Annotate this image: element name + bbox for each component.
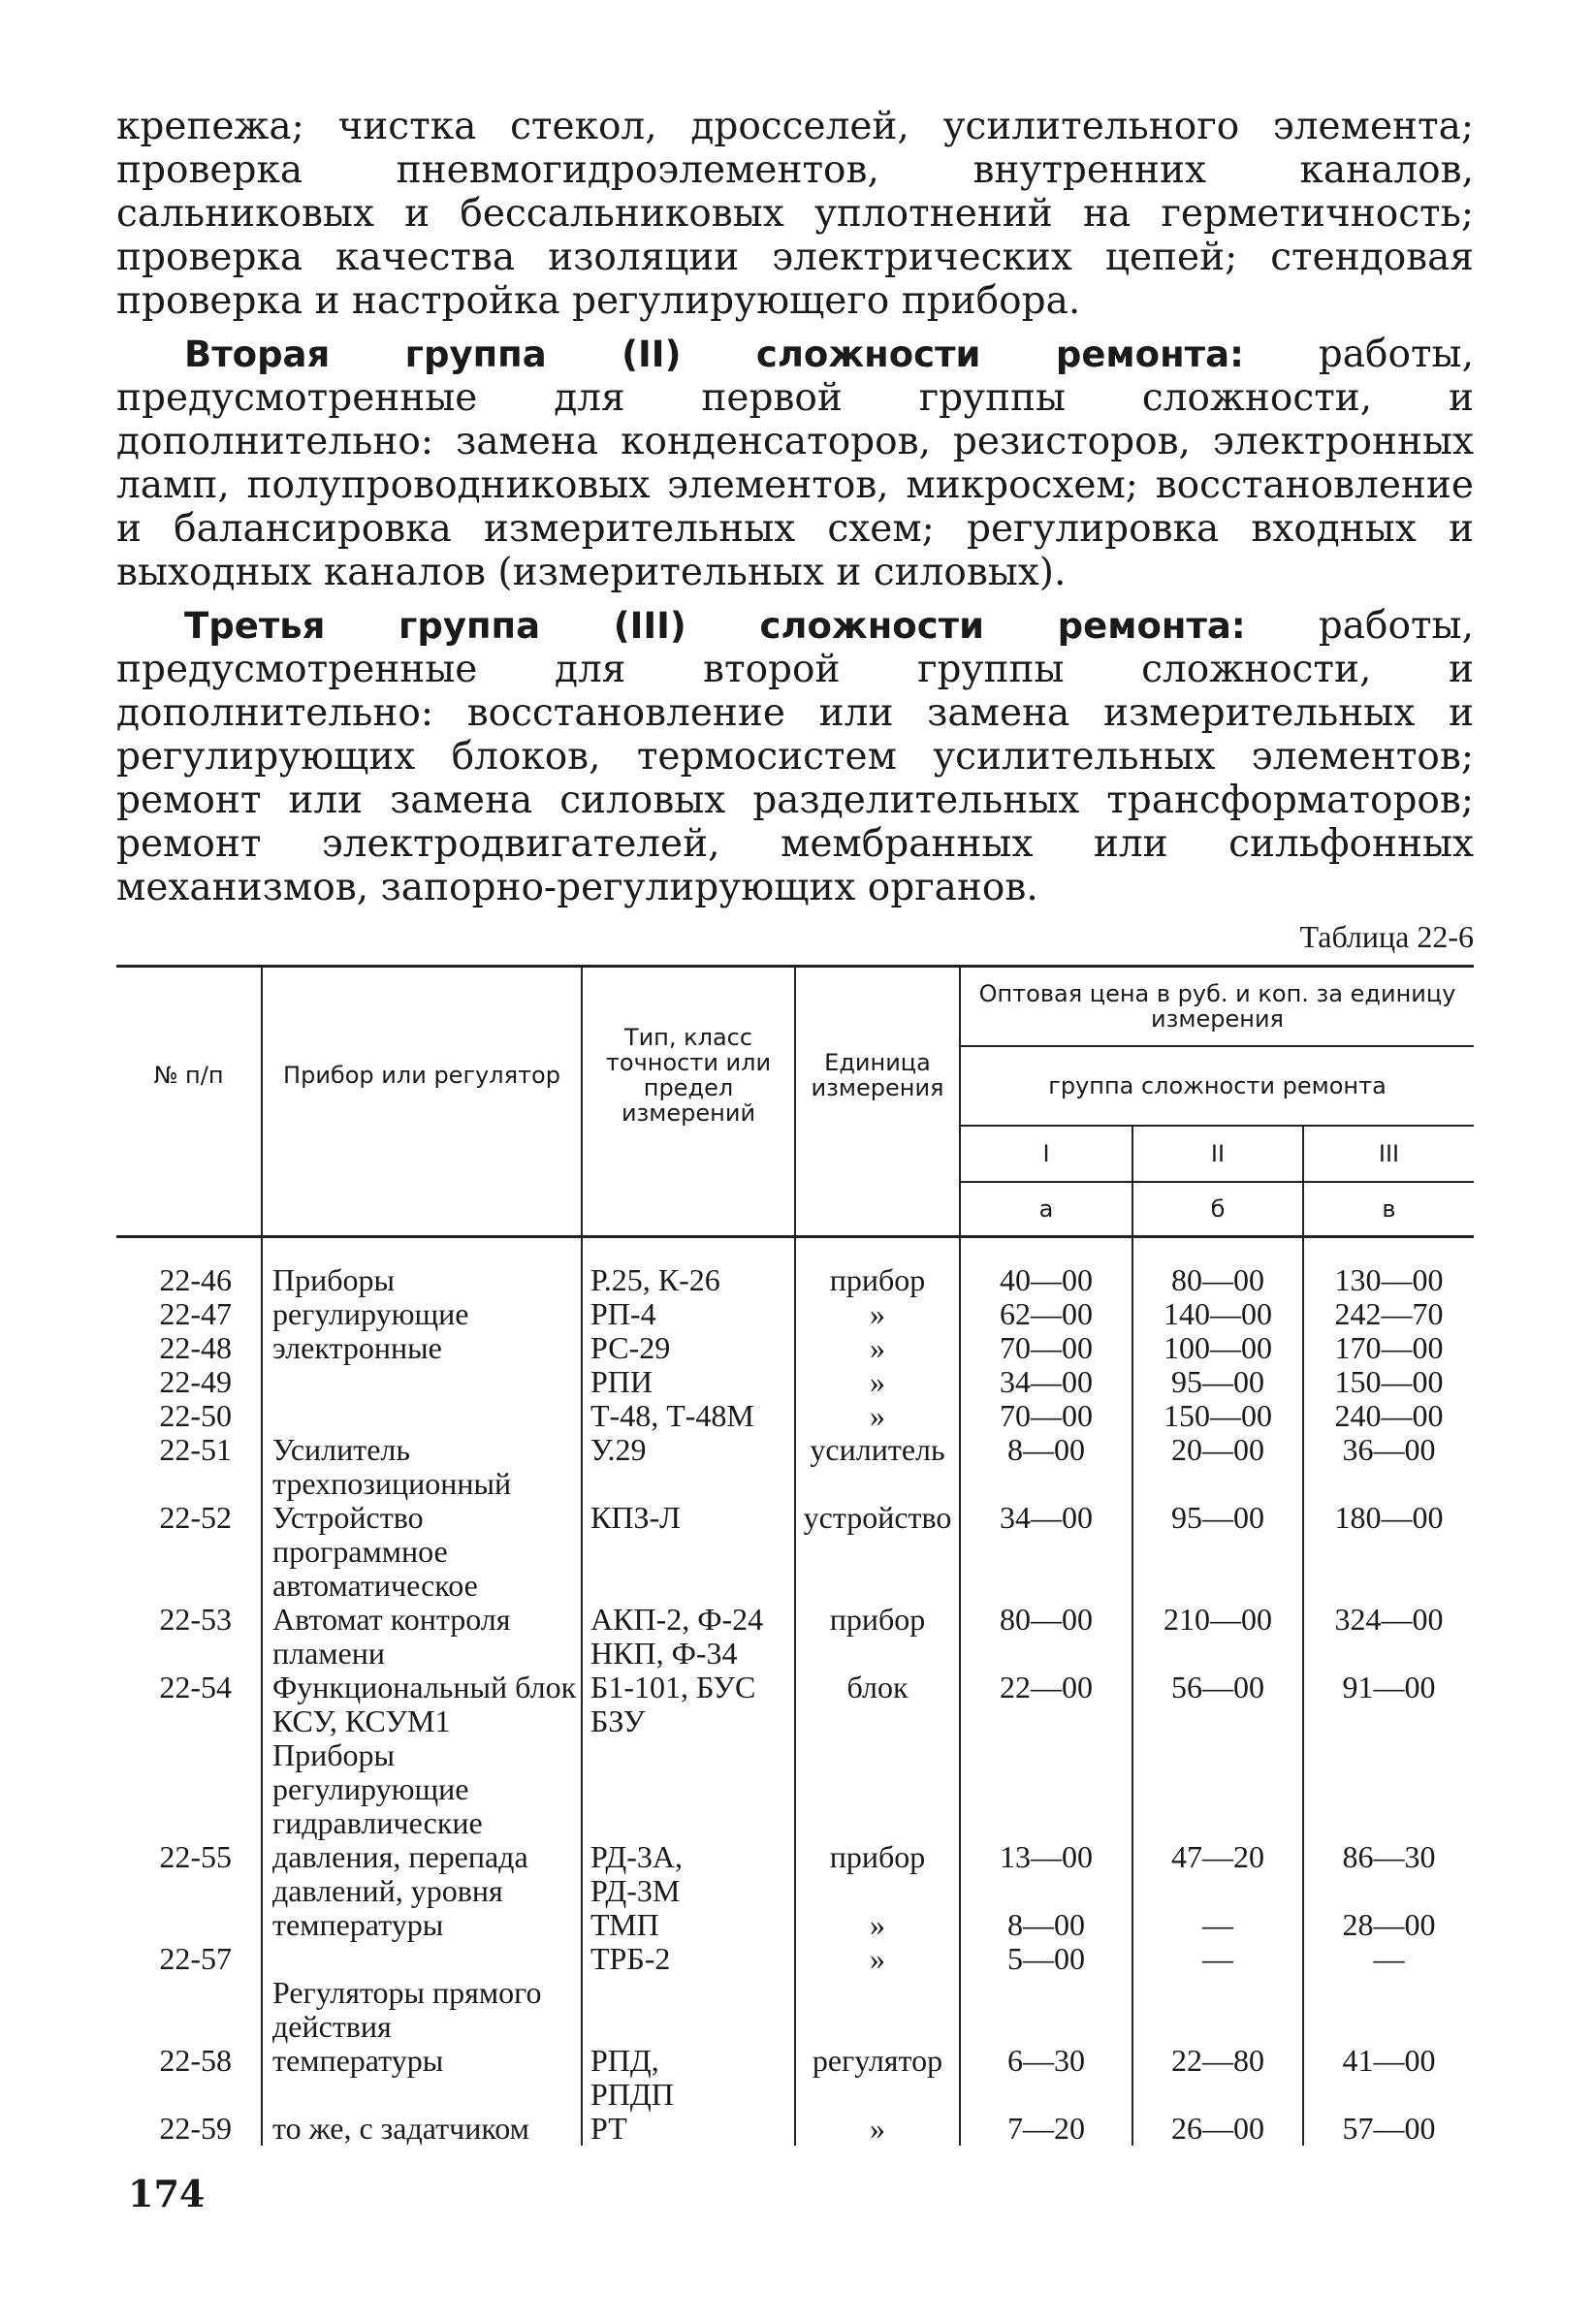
row-number: 22-57 [116,1942,262,1976]
price-group-1: 5—00 [960,1942,1132,1976]
device-name: температуры [262,2044,582,2112]
price-group-2: 56—00 [1132,1671,1303,1738]
device-type: У.29 [582,1433,795,1501]
row-number: 22-51 [116,1433,262,1501]
device-name: Регуляторы прямого действия [262,1976,582,2044]
unit-of-measure: » [795,2112,960,2146]
header-num-spacer [116,1182,262,1237]
device-type: КПЗ-Л [582,1501,795,1603]
paragraph-group-2 [116,333,1474,594]
header-device-spacer [262,1182,582,1237]
row-number: 22-54 [116,1671,262,1738]
price-group-3: 36—00 [1303,1433,1474,1501]
device-name: Устройство программное автоматическое [262,1501,582,1603]
row-number [116,1976,262,2044]
table-row [116,1840,1474,1908]
device-name: Автомат контроля пламени [262,1603,582,1671]
table-body [116,1237,1474,2147]
table-row [116,1671,1474,1738]
table-row [116,1908,1474,1942]
price-group-2: 20—00 [1132,1433,1303,1501]
header-group-1: I [960,1126,1132,1182]
price-group-3: 324—00 [1303,1603,1474,1671]
row-number [116,1738,262,1840]
device-type [582,1976,795,2044]
price-group-1: 40—00 62—00 70—00 34—00 70—00 [960,1237,1132,1434]
price-table [116,965,1474,2146]
header-col-a: а [960,1182,1132,1237]
price-group-2: 210—00 [1132,1603,1303,1671]
header-device: Прибор или регулятор [262,967,582,1183]
header-col-v: в [1303,1182,1474,1237]
price-group-1: 80—00 [960,1603,1132,1671]
device-type: Б1-101, БУС БЗУ [582,1671,795,1738]
header-group-2: II [1132,1126,1303,1182]
row-number: 22-46 22-47 22-48 22-49 22-50 [116,1237,262,1434]
device-type: Р.25, К-26 РП-4 РС-29 РПИ Т-48, Т-48М [582,1237,795,1434]
table-row [116,2044,1474,2112]
price-group-3 [1303,1976,1474,2044]
page-number: 174 [128,2172,206,2215]
unit-of-measure: » [795,1942,960,1976]
device-name: Приборы регулирующие гидравлические [262,1738,582,1840]
price-group-3 [1303,1738,1474,1840]
unit-of-measure: блок [795,1671,960,1738]
row-number: 22-58 [116,2044,262,2112]
device-name [262,1942,582,1976]
row-number: 22-53 [116,1603,262,1671]
price-group-1 [960,1976,1132,2044]
price-group-2: 26—00 [1132,2112,1303,2146]
price-group-2: 95—00 [1132,1501,1303,1603]
price-group-3: 28—00 [1303,1908,1474,1942]
row-number [116,1908,262,1942]
group-3-text: работы, предусмотренные для второй группы сложности, и дополнительно: восстановление или замена измерительных и регулирующих блоков, термосистем усилительных элементов; ремонт или замена силовых разделительных трансформаторов; ремонт электродвигателей, мембранных или сильфонных механизмов, запорно-регулирующих органов. [116,604,1474,909]
price-group-3: 180—00 [1303,1501,1474,1603]
device-type: АКП-2, Ф-24 НКП, Ф-34 [582,1603,795,1671]
table-row [116,1501,1474,1603]
price-group-1: 34—00 [960,1501,1132,1603]
price-group-3: 86—30 [1303,1840,1474,1908]
price-group-2 [1132,1976,1303,2044]
group-3-heading: Третья группа (III) сложности ремонта: [184,605,1246,647]
price-group-3: 57—00 [1303,2112,1474,2146]
unit-of-measure: устройство [795,1501,960,1603]
table-row [116,1433,1474,1501]
unit-of-measure [795,1738,960,1840]
price-group-3: — [1303,1942,1474,1976]
price-group-1: 8—00 [960,1433,1132,1501]
price-group-1: 22—00 [960,1671,1132,1738]
header-type: Тип, класс точности или предел измерений [582,967,795,1183]
price-group-2: 80—00 140—00 100—00 95—00 150—00 [1132,1237,1303,1434]
unit-of-measure: усилитель [795,1433,960,1501]
device-type: ТРБ-2 [582,1942,795,1976]
header-price: Оптовая цена в руб. и коп. за единицу измерения [960,967,1474,1047]
unit-of-measure [795,1976,960,2044]
page-body [116,105,1474,2146]
group-2-text: работы, предусмотренные для первой группы сложности, и дополнительно: замена конденсаторов, резисторов, электронных ламп, полупроводниковых элементов, микросхем; восстановление и балансировка измерительных схем; регулировка входных и выходных каналов (измерительных и силовых). [116,333,1474,594]
unit-of-measure: прибор [795,1840,960,1908]
device-name: Приборы регулирующие электронные [262,1237,582,1434]
table-row [116,1603,1474,1671]
group-2-heading: Вторая группа (II) сложности ремонта: [184,334,1244,375]
price-group-1: 8—00 [960,1908,1132,1942]
header-unit: Единица измерения [795,967,960,1183]
price-group-2: — [1132,1942,1303,1976]
unit-of-measure: прибор [795,1603,960,1671]
table-row [116,1942,1474,1976]
price-group-1 [960,1738,1132,1840]
row-number: 22-55 [116,1840,262,1908]
unit-of-measure: регулятор [795,2044,960,2112]
device-type: РПД, РПДП [582,2044,795,2112]
unit-of-measure: » [795,1908,960,1942]
row-number: 22-52 [116,1501,262,1603]
price-group-2: 22—80 [1132,2044,1303,2112]
header-col-b: б [1132,1182,1303,1237]
price-group-3: 41—00 [1303,2044,1474,2112]
price-group-3: 91—00 [1303,1671,1474,1738]
price-group-3: 130—00 242—70 170—00 150—00 240—00 [1303,1237,1474,1434]
device-name: температуры [262,1908,582,1942]
price-group-2: 47—20 [1132,1840,1303,1908]
header-type-spacer [582,1182,795,1237]
table-row [116,1976,1474,2044]
row-number: 22-59 [116,2112,262,2146]
table-row [116,1237,1474,1434]
price-group-2: — [1132,1908,1303,1942]
device-type: РТ [582,2112,795,2146]
paragraph-group-3 [116,604,1474,909]
device-type [582,1738,795,1840]
price-group-1: 7—20 [960,2112,1132,2146]
device-name: Усилитель трехпозиционный [262,1433,582,1501]
device-name: Функциональный блок КСУ, КСУМ1 [262,1671,582,1738]
price-group-2 [1132,1738,1303,1840]
header-unit-spacer [795,1182,960,1237]
price-group-1: 6—30 [960,2044,1132,2112]
device-name: давления, перепада давлений, уровня [262,1840,582,1908]
header-num: № п/п [116,967,262,1183]
device-name: то же, с задатчиком [262,2112,582,2146]
table-caption: Таблица 22-6 [1299,919,1474,954]
header-group-3: III [1303,1126,1474,1182]
paragraph-intro: крепежа; чистка стекол, дросселей, усилительного элемента; проверка пневмогидроэлементов, внутренних каналов, сальниковых и бессальниковых уплотнений на герметичность; проверка качества изоляции электрических цепей; стендовая проверка и настройка регулирующего прибора. [116,105,1474,323]
price-group-1: 13—00 [960,1840,1132,1908]
device-type: РД-3А, РД-3М [582,1840,795,1908]
device-type: ТМП [582,1908,795,1942]
table-row [116,1738,1474,1840]
unit-of-measure: прибор » » » » [795,1237,960,1434]
header-group: группа сложности ремонта [960,1046,1474,1126]
table-row [116,2112,1474,2146]
